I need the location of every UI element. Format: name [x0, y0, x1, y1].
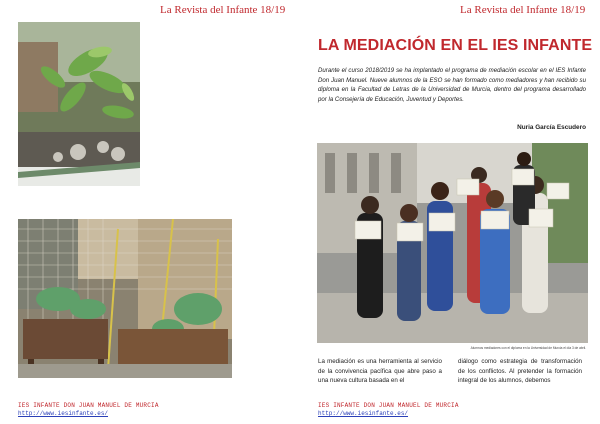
plant-photo-top [18, 22, 140, 186]
mediators-group-photo [317, 143, 588, 343]
article-author: Nuria García Escudero [517, 124, 586, 131]
page-header: La Revista del Infante 18/19 [160, 4, 286, 16]
garden-planters-image [18, 219, 232, 378]
body-column-1: La mediación es una herramienta al servicio de la convivencia pacífica que abre paso a una nueva cultura basada en el [318, 358, 442, 385]
footer-url-link[interactable]: http://www.iesinfante.es/ [318, 410, 409, 417]
article-intro: Durante el curso 2018/2019 se ha implantado el programa de mediación escolar en el IES Infante Don Juan Manuel. Nueve alumnos de la ESO se han formado como mediadores y han recibido su diploma en la Facultad de Letras de la Universidad de Murcia, dentro del programa desarrollado por la Consejería de Educación, Juventud y Deportes. [318, 67, 586, 103]
footer-org: IES INFANTE DON JUAN MANUEL DE MURCIA [18, 402, 159, 409]
plant-photo-top-image [18, 22, 140, 186]
photo-caption: Alumnos mediadores con el diploma en la Universidad de Murcia el día 3 de abril. [470, 346, 586, 350]
right-page [300, 0, 600, 424]
footer-org: IES INFANTE DON JUAN MANUEL DE MURCIA [318, 402, 459, 409]
article-title: LA MEDIACIÓN EN EL IES INFANTE [318, 37, 593, 54]
mediators-group-image [317, 143, 588, 343]
body-column-2: diálogo como estrategia de transformación de los conflictos. Al pretender la formación integral de los alumnos, debemos [458, 358, 582, 385]
page-header: La Revista del Infante 18/19 [460, 4, 586, 16]
footer-url-link[interactable]: http://www.iesinfante.es/ [18, 410, 109, 417]
garden-planters-photo [18, 219, 232, 378]
